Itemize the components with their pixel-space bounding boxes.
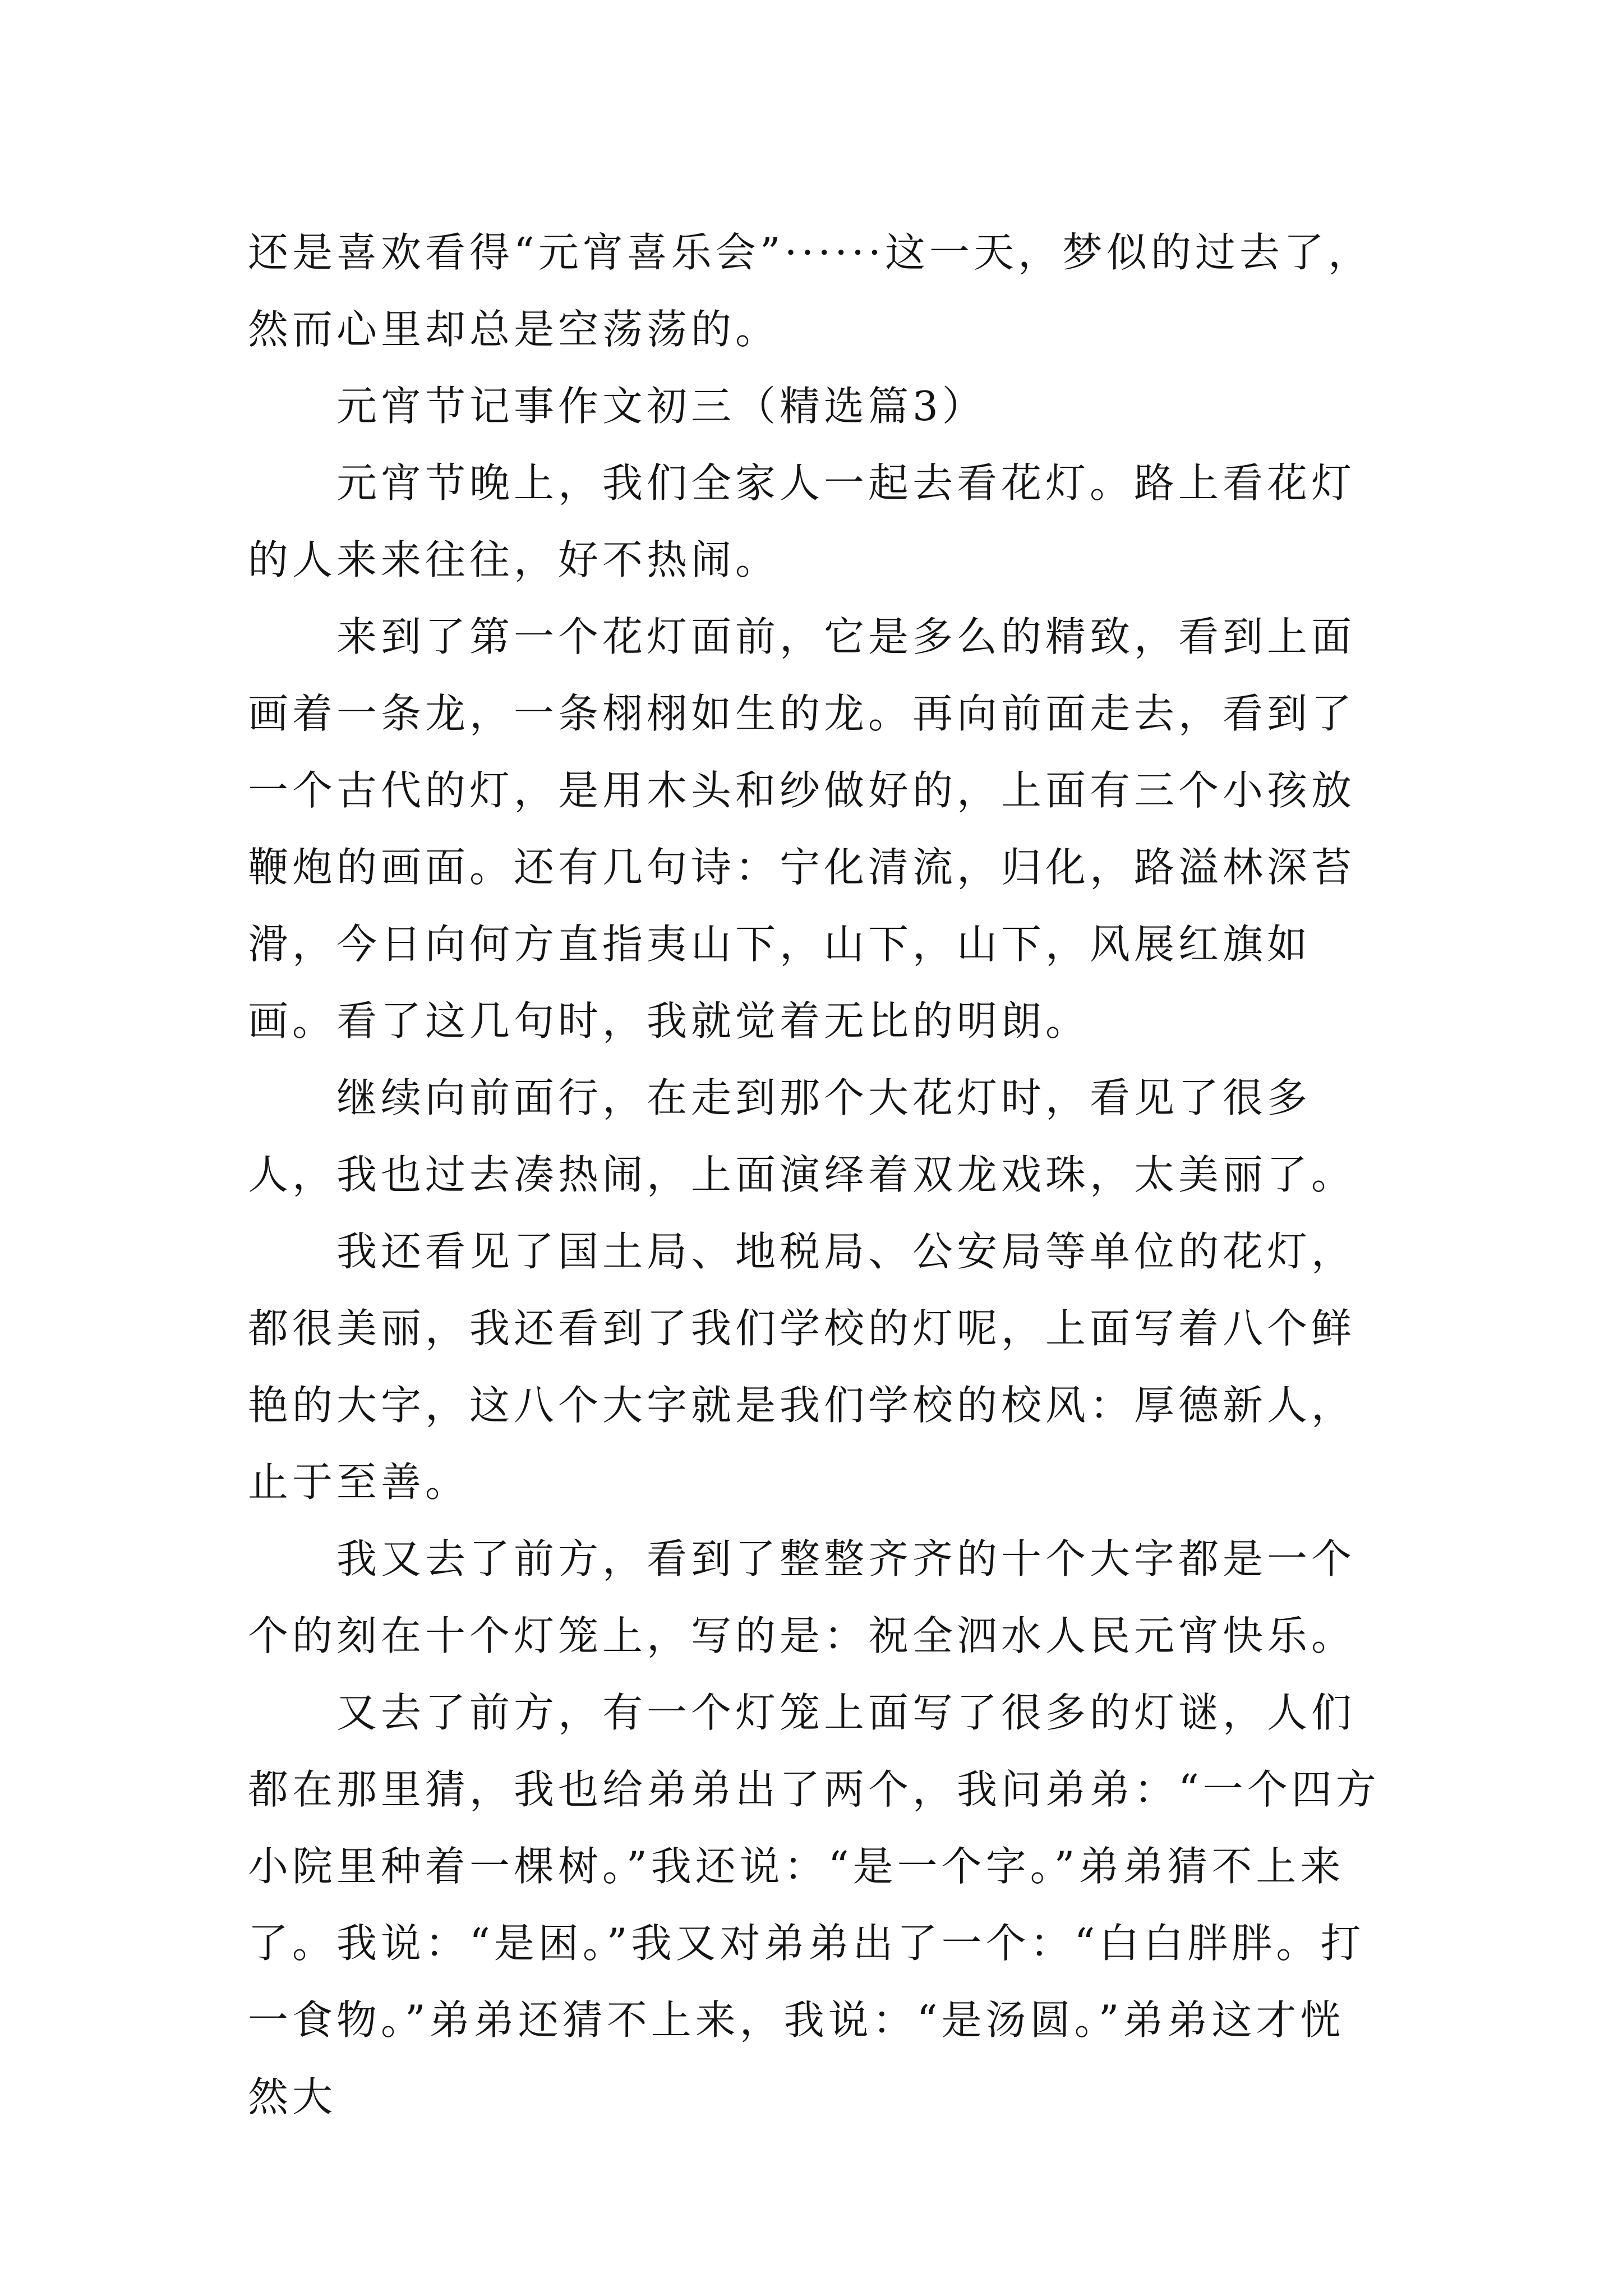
section-heading: 元宵节记事作文初三（精选篇3）	[336, 383, 986, 430]
paragraph: 继续向前面行，在走到那个大花灯时，看见了很多人，我也过去凑热闹，上面演绎着双龙戏珠，太美丽了。	[248, 1074, 1356, 1198]
paragraph: 元宵节晚上，我们全家人一起去看花灯。路上看花灯的人来来往往，好不热闹。	[248, 459, 1356, 583]
paragraph: 来到了第一个花灯面前，它是多么的精致，看到上面画着一条龙，一条栩栩如生的龙。再向前面走去，看到了一个古代的灯，是用木头和纱做好的，上面有三个小孩放鞭炮的画面。还有几句诗：宁化清流，归化，路溢林深苔滑，今日向何方直指夷山下，山下，山下，风展红旗如画。看了这几句时，我就觉着无比的明朗。	[248, 613, 1356, 1045]
paragraph: 我又去了前方，看到了整整齐齐的十个大字都是一个个的刻在十个灯笼上，写的是：祝全泗水人民元宵快乐。	[248, 1535, 1356, 1659]
paragraph-continuation: 还是喜欢看得“元宵喜乐会”······这一天，梦似的过去了，然而心里却总是空荡荡的。	[248, 229, 1372, 353]
paragraph: 又去了前方，有一个灯笼上面写了很多的灯谜，人们都在那里猜，我也给弟弟出了两个，我问弟弟：“一个四方小院里种着一棵树。”我还说：“是一个字。”弟弟猜不上来了。我说：“是困。”我又对弟弟出了一个：“白白胖胖。打一食物。”弟弟还猜不上来，我说：“是汤圆。”弟弟这才恍然大	[248, 1689, 1380, 2120]
paragraph: 我还看见了国土局、地税局、公安局等单位的花灯，都很美丽，我还看到了我们学校的灯呢，上面写着八个鲜艳的大字，这八个大字就是我们学校的校风：厚德新人，止于至善。	[248, 1228, 1356, 1506]
document-body	[248, 214, 1386, 2136]
